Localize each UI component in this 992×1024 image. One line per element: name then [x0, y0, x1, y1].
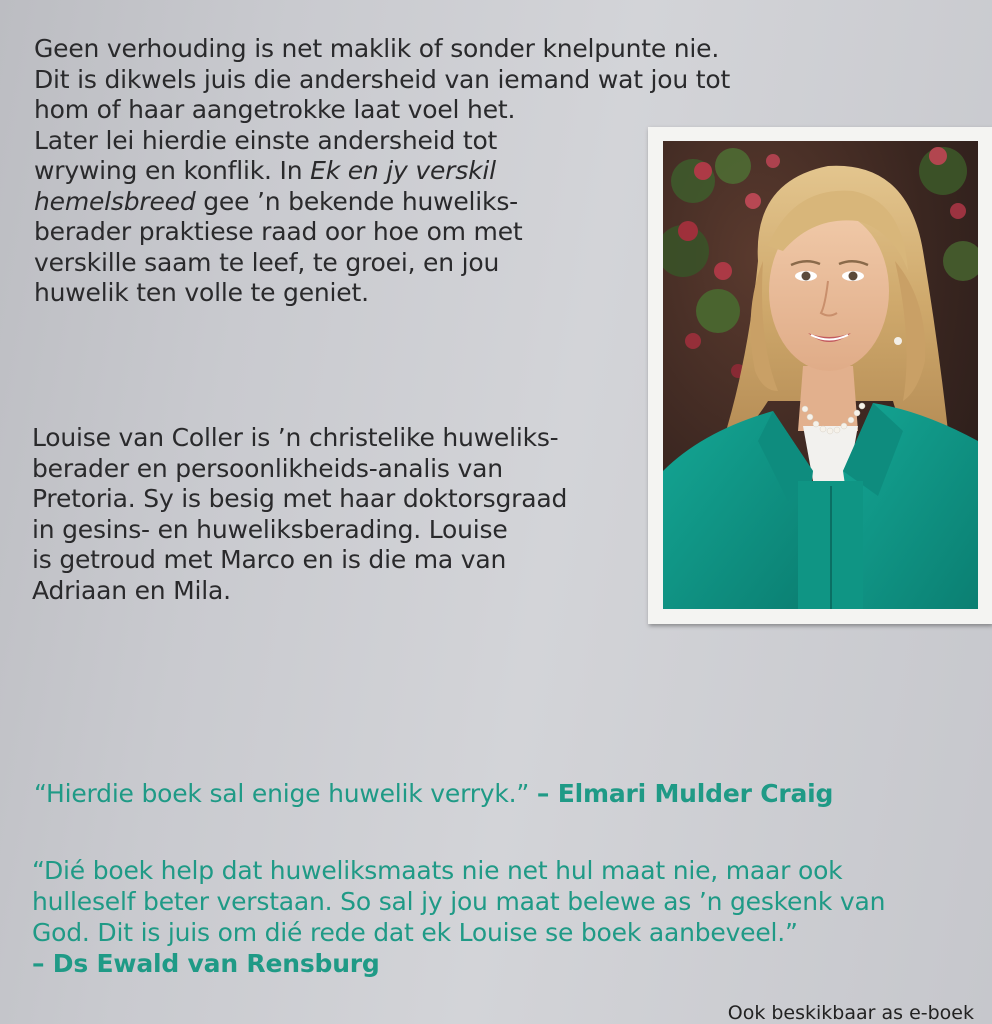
- intro-line: Dit is dikwels juis die andersheid van iemand wat jou tot: [34, 64, 731, 94]
- intro-line: [34, 187, 730, 218]
- bio-line: is getroud met Marco en is die ma van: [32, 545, 507, 574]
- quote-author: – Ds Ewald van Rensburg: [32, 949, 380, 978]
- author-photo-frame: [648, 127, 992, 624]
- book-title-italic: Ek en jy verskil: [310, 156, 496, 185]
- quote-line: “Dié boek help dat huweliksmaats nie net hul maat nie, maar ook: [32, 856, 843, 885]
- intro-line: huwelik ten volle te geniet.: [34, 278, 369, 307]
- intro-line: verskille saam te leef, te groei, en jou: [34, 247, 500, 277]
- bio-line: in gesins- en huweliksberading. Louise: [32, 514, 508, 544]
- author-bio: [32, 423, 567, 606]
- bio-line: Pretoria. Sy is besig met haar doktorsgraad: [32, 484, 568, 513]
- quote-line: [34, 778, 833, 809]
- intro-text: gee ’n bekende huweliks-: [195, 186, 518, 216]
- endorsement-quote-2: [32, 855, 885, 979]
- quote-author: – Elmari Mulder Craig: [536, 779, 834, 808]
- intro-line: hom of haar aangetrokke laat voel het.: [34, 95, 516, 124]
- ebook-availability-note: Ook beskikbaar as e-boek: [727, 1002, 974, 1024]
- intro-line: Geen verhouding is net maklik of sonder knelpunte nie.: [34, 34, 720, 63]
- intro-line: Later lei hierdie einste andersheid tot: [34, 125, 498, 155]
- intro-line: [34, 156, 730, 187]
- quote-text: “Hierdie boek sal enige huwelik verryk.”: [34, 779, 530, 808]
- bio-line: Louise van Coller is ’n christelike huweliks-: [32, 423, 559, 452]
- quote-line: God. Dit is juis om dié rede dat ek Louise se boek aanbeveel.”: [32, 918, 798, 947]
- intro-paragraph: [34, 34, 730, 309]
- quote-line: [32, 948, 885, 979]
- quote-line: hulleself beter verstaan. So sal jy jou maat belewe as ’n geskenk van: [32, 887, 886, 916]
- intro-text: wrywing en konflik. In: [34, 156, 311, 185]
- author-photo: [663, 141, 978, 609]
- intro-line: berader praktiese raad oor hoe om met: [34, 217, 523, 246]
- bio-line: berader en persoonlikheids-analis van: [32, 453, 503, 483]
- endorsement-quote-1: [34, 778, 833, 809]
- book-title-italic: hemelsbreed: [34, 186, 196, 216]
- bio-line: Adriaan en Mila.: [32, 575, 231, 605]
